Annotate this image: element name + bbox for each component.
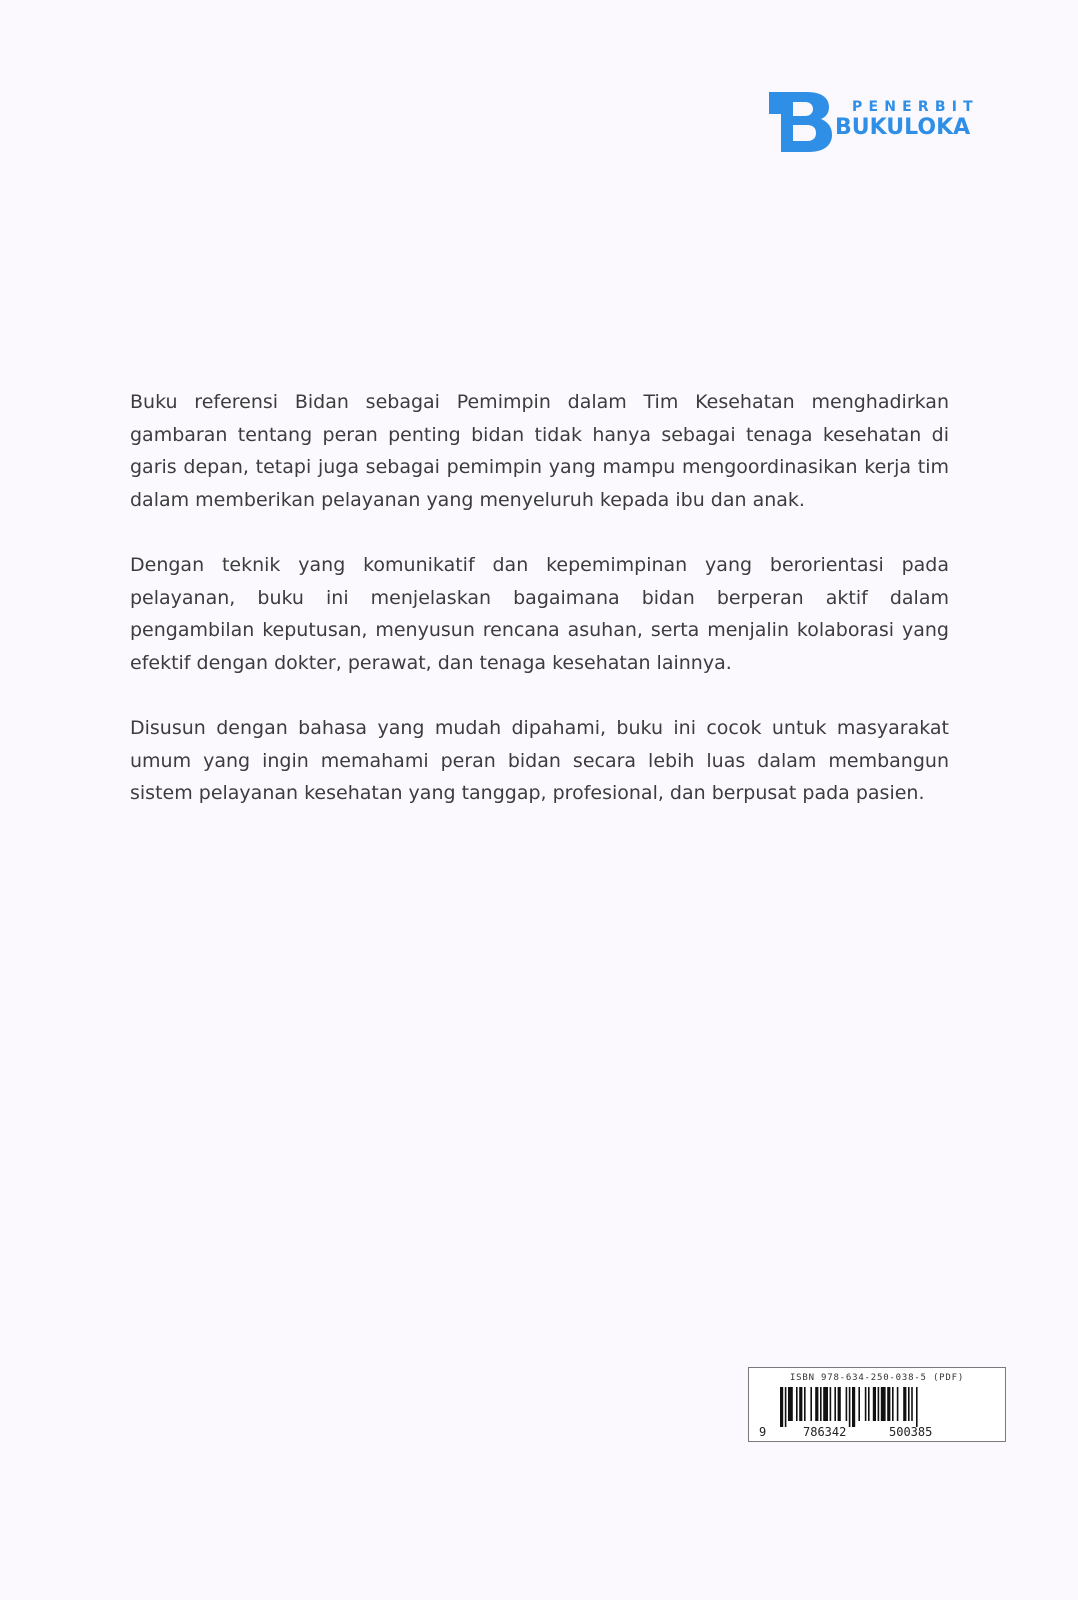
barcode-bar [873,1387,876,1421]
publisher-logo [769,92,1001,154]
barcode-bar [868,1387,870,1421]
publisher-small-label: PENERBIT [852,99,979,115]
publisher-b-mark-icon [769,92,833,152]
barcode-bar [834,1387,836,1421]
barcode-bar [903,1387,906,1421]
barcode-first-digit: 9 [759,1425,767,1439]
barcode-right-digits: 500385 [889,1425,933,1439]
barcode-bar [849,1387,851,1427]
barcode-bar [823,1387,828,1421]
barcode-bar [911,1387,913,1421]
barcode-bar [785,1387,787,1427]
barcode-left-digits: 786342 [803,1425,847,1439]
barcode-bar [887,1387,890,1421]
description-paragraph: Disusun dengan bahasa yang mudah dipahami, buku ini cocok untuk masyarakat umum yang ingin memahami peran bidan secara lebih luas dalam membangun sistem pelayanan kesehatan yang tanggap, profesional, dan berpusat pada pasien. [130,717,949,804]
book-description [130,386,949,843]
description-paragraph: Buku referensi Bidan sebagai Pemimpin dalam Tim Kesehatan menghadirkan gambaran tentang peran penting bidan tidak hanya sebagai tenaga kesehatan di garis depan, tetapi juga sebagai pemimpin yang mampu mengoordinasikan kerja tim dalam memberikan pelayanan yang menyeluruh kepada ibu dan anak. [130,391,949,511]
barcode-bar [865,1387,867,1421]
barcode-bar [852,1387,855,1427]
barcode-bar [780,1387,783,1427]
barcode-bar [838,1387,841,1421]
barcode-bar [796,1387,798,1421]
barcode-bar [916,1387,918,1427]
barcode-bar [878,1387,880,1421]
barcode-bar [804,1387,806,1421]
barcode-bar [846,1387,848,1421]
barcode-bar [788,1387,793,1421]
barcode-bar [830,1387,832,1421]
barcode-bar [881,1387,886,1421]
publisher-name: BUKULOKA [835,115,971,140]
barcode-bar [892,1387,894,1421]
isbn-barcode [748,1367,1006,1442]
barcode-bar [810,1387,812,1421]
barcode-bar [897,1387,899,1421]
barcode-bar [799,1387,802,1421]
barcode-bar [908,1387,910,1421]
barcode-bars [780,1387,958,1427]
description-paragraph: Dengan teknik yang komunikatif dan kepemimpinan yang berorientasi pada pelayanan, buku ini menjelaskan bagaimana bidan berperan aktif dalam pengambilan keputusan, menyusun rencana asuhan, serta menjalin kolaborasi yang efektif dengan dokter, perawat, dan tenaga kesehatan lainnya. [130,554,949,674]
barcode-bar [815,1387,818,1421]
isbn-label: ISBN 978-634-250-038-5 (PDF) [789,1373,965,1383]
barcode-bar [858,1387,860,1421]
barcode-bar [820,1387,822,1421]
